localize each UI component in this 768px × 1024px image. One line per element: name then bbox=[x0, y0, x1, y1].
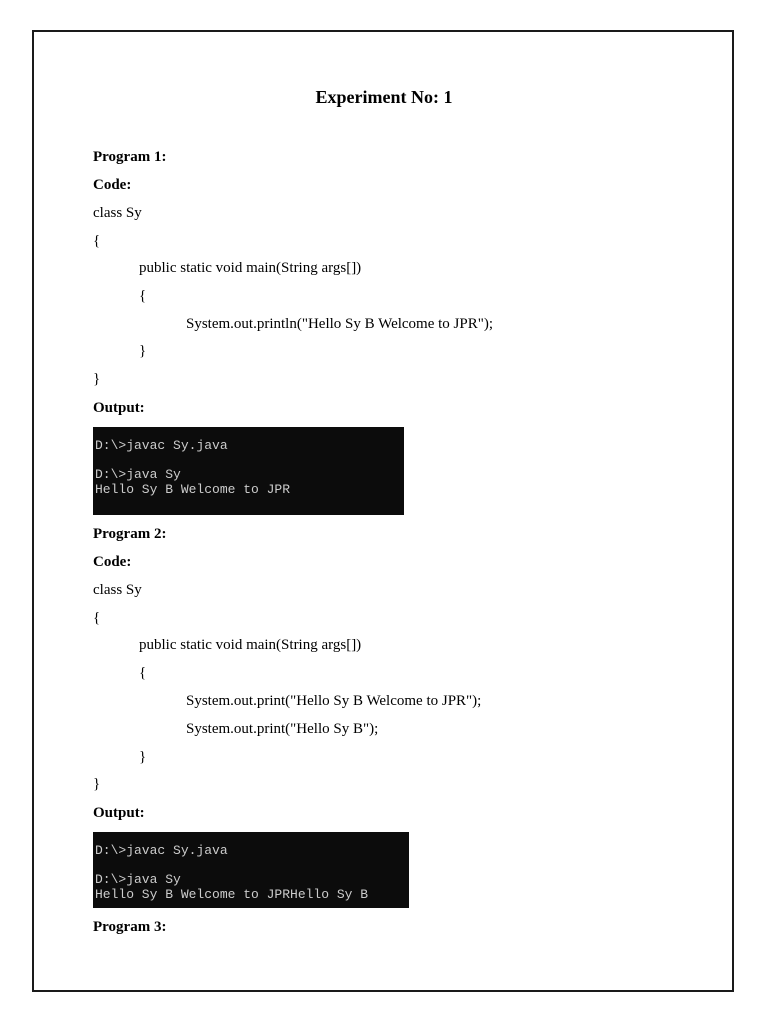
code-line: public static void main(String args[]) bbox=[139, 260, 362, 276]
program-3-heading: Program 3: bbox=[93, 919, 167, 935]
page-title: Experiment No: 1 bbox=[315, 87, 453, 107]
code-line: class Sy bbox=[93, 582, 142, 598]
code-line: { bbox=[93, 610, 101, 626]
terminal-line: Hello Sy B Welcome to JPR bbox=[95, 481, 291, 497]
terminal-line: Hello Sy B Welcome to JPRHello Sy B bbox=[95, 886, 369, 902]
code-line: System.out.print("Hello Sy B Welcome to JPR"); bbox=[186, 693, 482, 709]
code-line: System.out.print("Hello Sy B"); bbox=[186, 721, 379, 737]
terminal-line: D:\>java Sy bbox=[95, 872, 181, 888]
code-line: { bbox=[139, 288, 147, 304]
code-line: { bbox=[93, 233, 101, 249]
program-1-heading: Program 1: bbox=[93, 149, 167, 165]
program-1-terminal-output bbox=[93, 427, 404, 515]
code-line: class Sy bbox=[93, 205, 142, 221]
code-line: { bbox=[139, 665, 147, 681]
program-1-code-label: Code: bbox=[93, 177, 132, 193]
code-line: } bbox=[93, 371, 101, 387]
code-line: } bbox=[139, 749, 147, 765]
program-2-code-label: Code: bbox=[93, 554, 132, 570]
code-line: System.out.println("Hello Sy B Welcome to JPR"); bbox=[186, 316, 494, 332]
program-2-heading: Program 2: bbox=[93, 526, 167, 542]
code-line: } bbox=[93, 776, 101, 792]
terminal-line: D:\>java Sy bbox=[95, 467, 181, 483]
code-line: } bbox=[139, 343, 147, 359]
code-line: public static void main(String args[]) bbox=[139, 637, 362, 653]
program-1-output-label: Output: bbox=[93, 400, 145, 416]
program-2-terminal-output bbox=[93, 832, 409, 908]
terminal-line: D:\>javac Sy.java bbox=[95, 843, 228, 858]
terminal-line: D:\>javac Sy.java bbox=[95, 438, 228, 453]
program-2-output-label: Output: bbox=[93, 805, 145, 821]
